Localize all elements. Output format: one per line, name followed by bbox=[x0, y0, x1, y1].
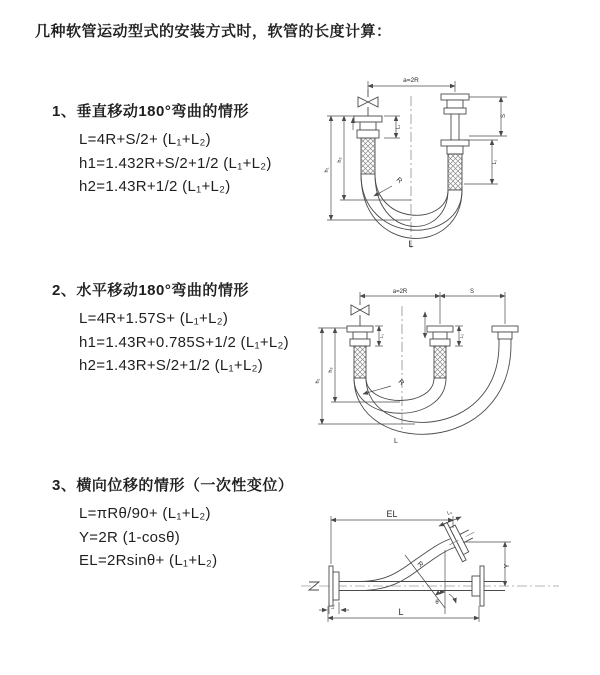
angle-theta-label: θ bbox=[435, 600, 439, 606]
tilted-fitting bbox=[440, 513, 484, 563]
bend-radius-label: R bbox=[415, 560, 425, 569]
right-fitting-displaced bbox=[492, 326, 518, 344]
braided-hose-section bbox=[361, 138, 375, 174]
length-l-label: L bbox=[398, 607, 404, 617]
hose-u-bend bbox=[361, 174, 462, 238]
dim-h1-label: h₁ bbox=[324, 167, 330, 173]
middle-fitting bbox=[427, 326, 453, 378]
section-3-formulas bbox=[79, 502, 293, 573]
formula-h1: h1=1.43R+0.785S+1/2 (L₁+L₂) bbox=[79, 333, 289, 351]
bend-radius-label: R bbox=[396, 378, 406, 387]
section-2 bbox=[52, 279, 289, 378]
section-1-formulas bbox=[79, 128, 272, 199]
braided-hose-section bbox=[448, 154, 462, 190]
formula-el: EL=2Rsinθ+ (L₁+L₂) bbox=[79, 552, 218, 569]
valve-icon bbox=[351, 302, 369, 326]
section-1-heading: 1、垂直移动180°弯曲的情形 bbox=[52, 103, 249, 120]
angle-arc-arrow bbox=[449, 594, 456, 603]
dim-h2-label: h₂ bbox=[328, 367, 334, 373]
formula-l: L=πRθ/90+ (L₁+L₂) bbox=[79, 505, 211, 522]
length-l-label: L bbox=[394, 438, 398, 445]
left-fitting bbox=[329, 566, 339, 606]
bend-radius-label: R bbox=[394, 176, 404, 185]
dim-h2-label: h₂ bbox=[337, 157, 343, 163]
fitting-l1-label: L₁ bbox=[379, 333, 384, 339]
formula-l: L=4R+1.57S+ (L₁+L₂) bbox=[79, 310, 229, 327]
formula-l: L=4R+S/2+ (L₁+L₂) bbox=[79, 131, 211, 148]
right-fitting bbox=[441, 94, 469, 190]
fitting-l2-label: L₂ bbox=[446, 509, 453, 517]
valve-icon bbox=[358, 90, 378, 116]
hose-u-bends bbox=[354, 344, 511, 434]
diagram-vertical-180-bend bbox=[308, 66, 534, 258]
formula-h2: h2=1.43R+1/2 (L₁+L₂) bbox=[79, 178, 231, 195]
angle-arc bbox=[435, 592, 445, 595]
fitting-l2-label: L₂ bbox=[492, 159, 498, 165]
dim-s-label: S bbox=[469, 289, 475, 295]
left-fitting bbox=[347, 326, 373, 378]
diagram-lateral-displacement bbox=[293, 498, 565, 638]
formula-h2: h2=1.43R+S/2+1/2 (L₁+L₂) bbox=[79, 357, 264, 374]
braided-hose-section bbox=[354, 346, 366, 378]
dim-a2r-label: a=2R bbox=[392, 289, 408, 295]
section-3-heading: 3、横向位移的情形（一次性变位） bbox=[52, 477, 294, 494]
braided-hose-section bbox=[434, 346, 446, 378]
diagram-horizontal-180-bend bbox=[305, 282, 540, 450]
formula-y: Y=2R (1-cosθ) bbox=[79, 528, 181, 546]
dim-a2r-label: a=2R bbox=[403, 77, 419, 84]
left-fitting bbox=[354, 116, 382, 174]
formula-h1: h1=1.432R+S/2+1/2 (L₁+L₂) bbox=[79, 154, 272, 172]
length-l-label: L bbox=[408, 239, 414, 249]
fitting-l1-label: L₁ bbox=[330, 604, 335, 610]
page-title: 几种软管运动型式的安装方式时，软管的长度计算： bbox=[35, 23, 392, 40]
dim-y-label: Y bbox=[504, 563, 511, 569]
section-3 bbox=[52, 474, 293, 573]
dim-s-label: S bbox=[501, 113, 507, 119]
dim-el-label: EL bbox=[386, 509, 398, 519]
fitting-l1-label: L₁ bbox=[395, 124, 402, 130]
fitting-l2-label: L₂ bbox=[459, 333, 464, 339]
section-2-heading: 2、水平移动180°弯曲的情形 bbox=[52, 282, 249, 299]
hose-s-curve bbox=[359, 539, 456, 591]
section-2-formulas bbox=[79, 307, 289, 378]
section-1 bbox=[52, 100, 272, 199]
dim-h1-label: h₁ bbox=[315, 378, 321, 384]
